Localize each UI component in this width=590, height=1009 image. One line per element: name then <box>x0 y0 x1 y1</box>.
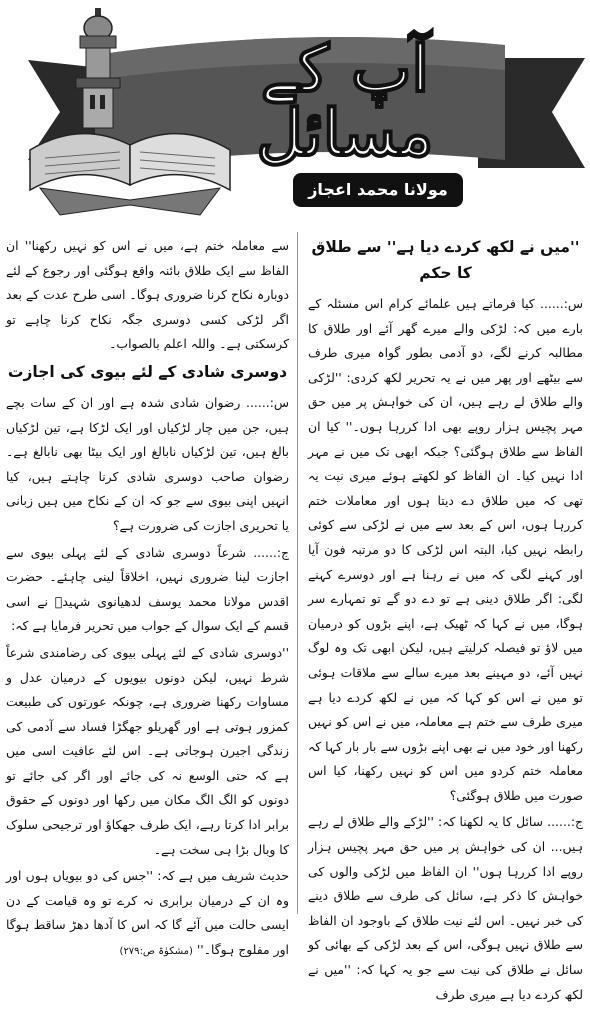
column-divider <box>297 232 298 914</box>
hadith-text: حدیث شریف میں ہے کہ: ''جس کی دو بیویاں ہوں اور وہ ان کے درمیان برابری نہ کرے تو وہ قیامت کے دن ایسی حالت میں آئے گا کہ اس کا آدھا دھڑ ساقط ہوگا اور مفلوج ہوگا۔'' <box>6 868 289 958</box>
page-title: آپ کے مسائل <box>256 32 434 171</box>
right-column <box>308 234 583 1009</box>
answer-paragraph: ج:...... سائل کا یہ لکھنا کہ: ''لڑکے والے طلاق لے رہے ہیں... ان کی خواہش پر میں حق مہر پچیس ہزار روپے ادا کررہا ہوں'' ان الفاظ میں لڑکی والوں کی خواہش کا ذکر ہے، سائل کی طرف سے طلاق دینے کی خبر نہیں۔ اس لئے نیت طلاق کے باوجود ان الفاظ سے طلاق نہیں ہوگی، اس کے بعد لڑکی کے بھائی کو سائل نے طلاق کی نیت سے جو یہ کہا کہ: ''میں نے لکھ کردے دیا ہے میری طرف <box>308 814 583 1002</box>
question-paragraph: س:...... کیا فرماتے ہیں علمائے کرام اس مسئلہ کے بارے میں کہ: لڑکی والے میرے گھر آئے اور طلاق کا مطالبہ کرنے لگے، دو آدمی بطور گواہ میری طرف سے بیٹھے اور پھر میں نے یہ تحریر لکھ کردی: ''لڑکی والے طلاق لے رہے ہیں، ان کی خواہش پر میں حق مہر پچیس ہزار روپے بھی ادا کررہا ہوں۔'' کیا ان الفاظ سے طلاق ہوگئی؟ جبکہ ابھی تک میں نے مہر ادا نہیں کیا۔ ان الفاظ کو لکھتے ہوئے میری نیت یہ تھی کہ میں طلاق دے دیتا ہوں اور معاملات ختم کررہا ہوں، اس کے بعد سے میں نے لڑکی سے کوئی رابطہ نہیں کیا، البتہ اس لڑکی کا دو مرتبہ فون آیا اور کہنے لگی کہ میں نے رہنا ہے اور دوسرے کہنے لگی: اگر طلاق دینی ہے تو دے دو گے تو تمہارے سر ہوگا، میں نے کہا کہ ٹھیک ہے، اپنے بڑوں کو درمیان میں لاؤ تو فیصلہ کرلیتے ہیں، لیکن ابھی تک وہ لوگ نہیں آئے، دو مہینے بعد میرے سالے سے ملاقات ہوئی تو میں نے اس کو کہا کہ میں نے لکھ کردے دیا ہے میری طرف سے ختم ہے معاملہ، میں نے اس کو نہیں رکھنا اور خود میں نے بھی اپنے بڑوں سے بار بار کہا کہ معاملہ ختم کردو میں اس کو نہیں رکھنا، کیا اس صورت میں طلاق ہوگئی؟ <box>308 296 583 803</box>
answer-continuation: سے معاملہ ختم ہے، میں نے اس کو نہیں رکھنا'' ان الفاظ سے ایک طلاق بائنہ واقع ہوگئی اور رجوع کے لئے دوبارہ نکاح کرنا ضروری ہوگا۔ اسی طرح عدت کے بعد اگر لڑکی کسی دوسری جگہ نکاح کرنا چاہے تو کرسکتی ہے۔ واللہ اعلم بالصواب۔ <box>6 238 289 352</box>
quote-paragraph: ''دوسری شادی کے لئے پہلی بیوی کی رضامندی شرعاً شرط نہیں، لیکن دونوں بیویوں کے درمیان عدل و مساوات رکھنا ضروری ہے، چونکہ عورتوں کی طبیعت کمزور ہوتی ہے اور گھریلو جھگڑا فساد سے آدمی کی زندگی اجیرن ہوجاتی ہے۔ اس لئے عافیت اسی میں ہے کہ حتی الوسع نہ کی جائے اور اگر کی جائے تو دونوں کو الگ الگ مکان میں رکھا اور دونوں کے حقوق برابر ادا کرتا رہے، ایک طرف جھکاؤ اور ترجیحی سلوک کا وبال بڑا ہی سخت ہے۔ <box>6 644 289 857</box>
article-heading-talaq: ''میں نے لکھ کردے دیا ہے'' سے طلاق کا حکم <box>311 238 580 282</box>
page-header <box>0 0 590 233</box>
article-heading-second-marriage: دوسری شادی کے لئے بیوی کی اجازت <box>7 362 288 381</box>
question-paragraph: س:...... رضوان شادی شدہ ہے اور ان کے سات بچے ہیں، جن میں چار لڑکیاں اور ایک لڑکا ہے، تین لڑکیاں بالغ ہیں، تین لڑکیاں نابالغ اور ایک بیٹا بھی نابالغ ہے۔ رضوان صاحب دوسری شادی کرنا چاہتے ہیں، کیا انہیں اپنی بیوی سے جو کہ ان کے نکاح میں ہیں زبانی یا تحریری اجازت کی ضرورت ہے؟ <box>6 394 289 533</box>
citation: (مشکوٰۃ ص:۲۷۹) <box>119 946 193 958</box>
left-column <box>6 234 289 967</box>
answer-paragraph: ج:...... شرعاً دوسری شادی کے لئے پہلی بیوی سے اجازت لینا ضروری نہیں، اخلاقاً لینی چاہئے۔ حضرت اقدس مولانا محمد یوسف لدھیانوی شہیدؒ نے اسی قسم کے ایک سوال کے جواب میں تحریر فرمایا ہے کہ: <box>6 544 289 634</box>
author-name: مولانا محمد اعجاز مصطفیٰ <box>293 173 463 207</box>
hadith-paragraph <box>6 864 289 964</box>
